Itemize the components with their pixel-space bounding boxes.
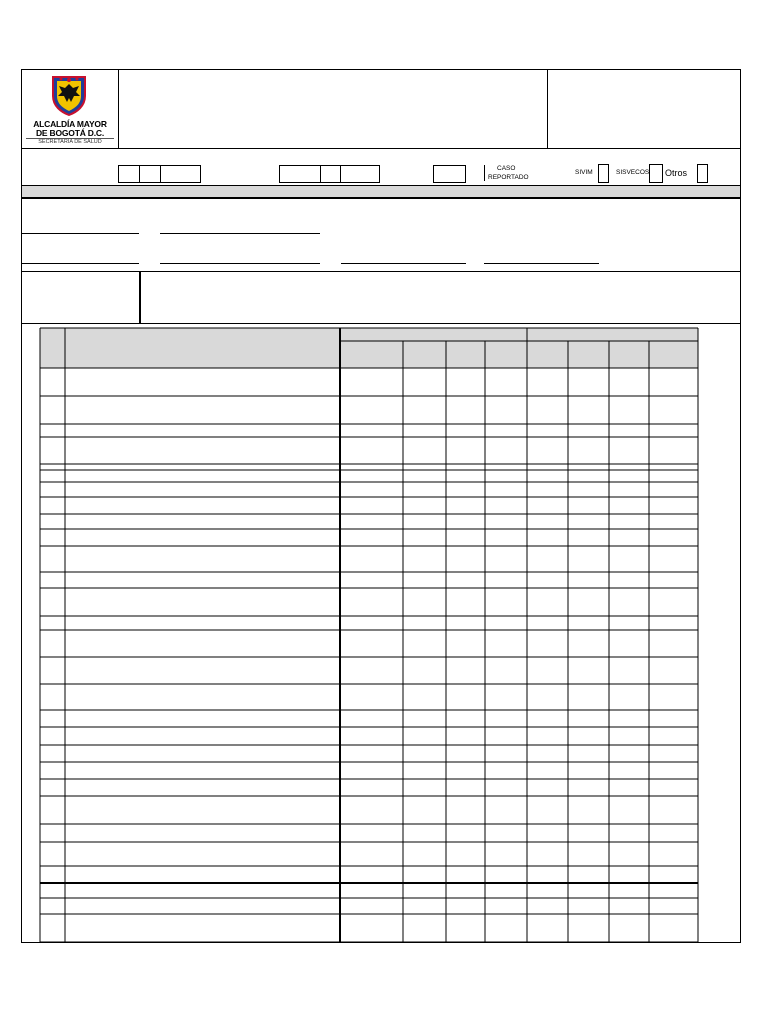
caso-label: CASO: [497, 165, 516, 172]
logo-line1: ALCALDÍA MAYOR: [33, 119, 107, 129]
table-group-header-fill: [340, 328, 698, 341]
sivim-label: SIVIM: [575, 169, 593, 176]
reportado-label: REPORTADO: [488, 174, 529, 181]
sisvecos-label: SISVECOS: [616, 169, 650, 176]
otros-label: Otros: [665, 168, 688, 178]
logo-line2: DE BOGOTÁ D.C.: [35, 128, 105, 138]
logo-line3: SECRETARIA DE SALUD: [38, 139, 102, 145]
